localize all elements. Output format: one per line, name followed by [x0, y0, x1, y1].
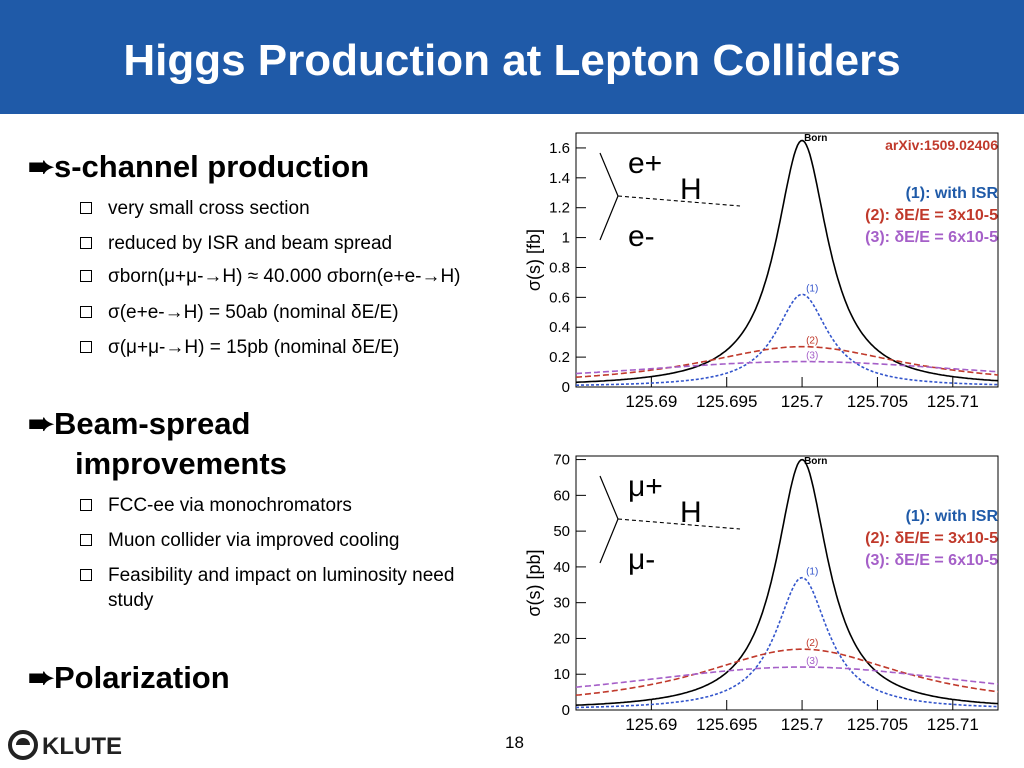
series-label: (1) — [806, 283, 819, 295]
y-tick-label: 1.2 — [549, 199, 570, 217]
y-axis-label: σ(s) [pb] — [524, 549, 544, 617]
checkbox-square-icon — [80, 341, 92, 353]
bullet-item: Feasibility and impact on luminosity need study — [80, 563, 460, 613]
y-tick-label: 0.6 — [549, 289, 570, 307]
y-tick-label: 30 — [553, 594, 570, 612]
bullet-item: FCC-ee via monochromators — [80, 493, 352, 518]
checkbox-square-icon — [80, 270, 92, 282]
legend-entry: (1): with ISR — [905, 185, 998, 202]
x-tick-label: 125.7 — [780, 392, 824, 411]
y-tick-label: 0 — [561, 379, 570, 396]
series-label: (3) — [806, 350, 819, 362]
series-label: Born — [804, 133, 828, 144]
y-tick-label: 0.4 — [549, 319, 570, 337]
bullet-item: reduced by ISR and beam spread — [80, 231, 392, 256]
bullet-item: σborn(μ+μ-→H) ≈ 40.000 σborn(e+e-→H) — [80, 264, 461, 289]
y-tick-label: 40 — [553, 558, 570, 576]
diagram-incoming-top-label: e+ — [628, 147, 663, 180]
logo-text: KLUTE — [42, 733, 122, 760]
chart-mu-plus-mu-minus — [520, 448, 1024, 748]
diagram-higgs-label: H — [680, 496, 702, 529]
x-tick-label: 125.71 — [926, 392, 979, 411]
legend-entry: (3): δE/E = 6x10-5 — [865, 229, 998, 246]
y-tick-label: 0.2 — [549, 349, 570, 367]
y-tick-label: 1 — [561, 229, 570, 247]
bullet-item: σ(μ+μ-→H) = 15pb (nominal δE/E) — [80, 335, 399, 360]
checkbox-square-icon — [80, 306, 92, 318]
y-tick-label: 60 — [553, 487, 570, 505]
series-label: (3) — [806, 656, 819, 668]
series-label: (2) — [806, 335, 819, 347]
section-heading-polarization: ➨Polarization — [28, 660, 230, 695]
y-tick-label: 1.4 — [549, 169, 570, 187]
logo-mark-icon — [16, 738, 30, 745]
y-tick-label: 0 — [561, 702, 570, 719]
x-tick-label: 125.705 — [846, 715, 909, 734]
diagram-incoming-top-label: μ+ — [628, 470, 663, 503]
bullet-item: Muon collider via improved cooling — [80, 528, 399, 553]
legend-entry: (1): with ISR — [905, 508, 998, 525]
legend-entry: (2): δE/E = 3x10-5 — [865, 207, 998, 224]
series-label: (2) — [806, 638, 819, 650]
bullet-item: σ(e+e-→H) = 50ab (nominal δE/E) — [80, 300, 399, 325]
klute-logo — [6, 728, 151, 762]
reference-label: arXiv:1509.02406 — [885, 137, 998, 153]
arrow-right-icon: ➨ — [28, 149, 54, 184]
x-tick-label: 125.695 — [695, 715, 758, 734]
section-heading-beam-spread: ➨Beam-spread improvements — [28, 406, 287, 481]
series-label: (1) — [806, 566, 819, 578]
checkbox-square-icon — [80, 499, 92, 511]
bullet-item: very small cross section — [80, 196, 310, 221]
diagram-higgs-label: H — [680, 173, 702, 206]
legend-entry: (3): δE/E = 6x10-5 — [865, 552, 998, 569]
y-tick-label: 70 — [553, 451, 570, 469]
y-tick-label: 1.6 — [549, 139, 570, 157]
chart-e-plus-e-minus — [520, 125, 1024, 425]
page-number: 18 — [505, 733, 524, 752]
series-label: Born — [804, 456, 828, 467]
y-axis-label: σ(s) [fb] — [524, 228, 544, 292]
section-heading-s-channel: ➨s-channel production — [28, 149, 370, 184]
y-tick-label: 50 — [553, 523, 570, 541]
checkbox-square-icon — [80, 237, 92, 249]
y-tick-label: 0.8 — [549, 259, 570, 277]
diagram-incoming-bottom-label: e- — [628, 220, 655, 253]
checkbox-square-icon — [80, 534, 92, 546]
x-tick-label: 125.7 — [780, 715, 824, 734]
arrow-right-icon: ➨ — [28, 660, 54, 695]
y-tick-label: 20 — [553, 630, 570, 648]
legend-entry: (2): δE/E = 3x10-5 — [865, 530, 998, 547]
diagram-incoming-bottom-label: μ- — [628, 543, 656, 576]
checkbox-square-icon — [80, 202, 92, 214]
y-tick-label: 10 — [553, 666, 570, 684]
checkbox-square-icon — [80, 569, 92, 581]
slide-title: Higgs Production at Lepton Colliders — [123, 36, 901, 85]
x-tick-label: 125.705 — [846, 392, 909, 411]
x-tick-label: 125.71 — [926, 715, 979, 734]
x-tick-label: 125.69 — [625, 715, 678, 734]
arrow-right-icon: ➨ — [28, 406, 54, 441]
x-tick-label: 125.69 — [625, 392, 678, 411]
x-tick-label: 125.695 — [695, 392, 758, 411]
